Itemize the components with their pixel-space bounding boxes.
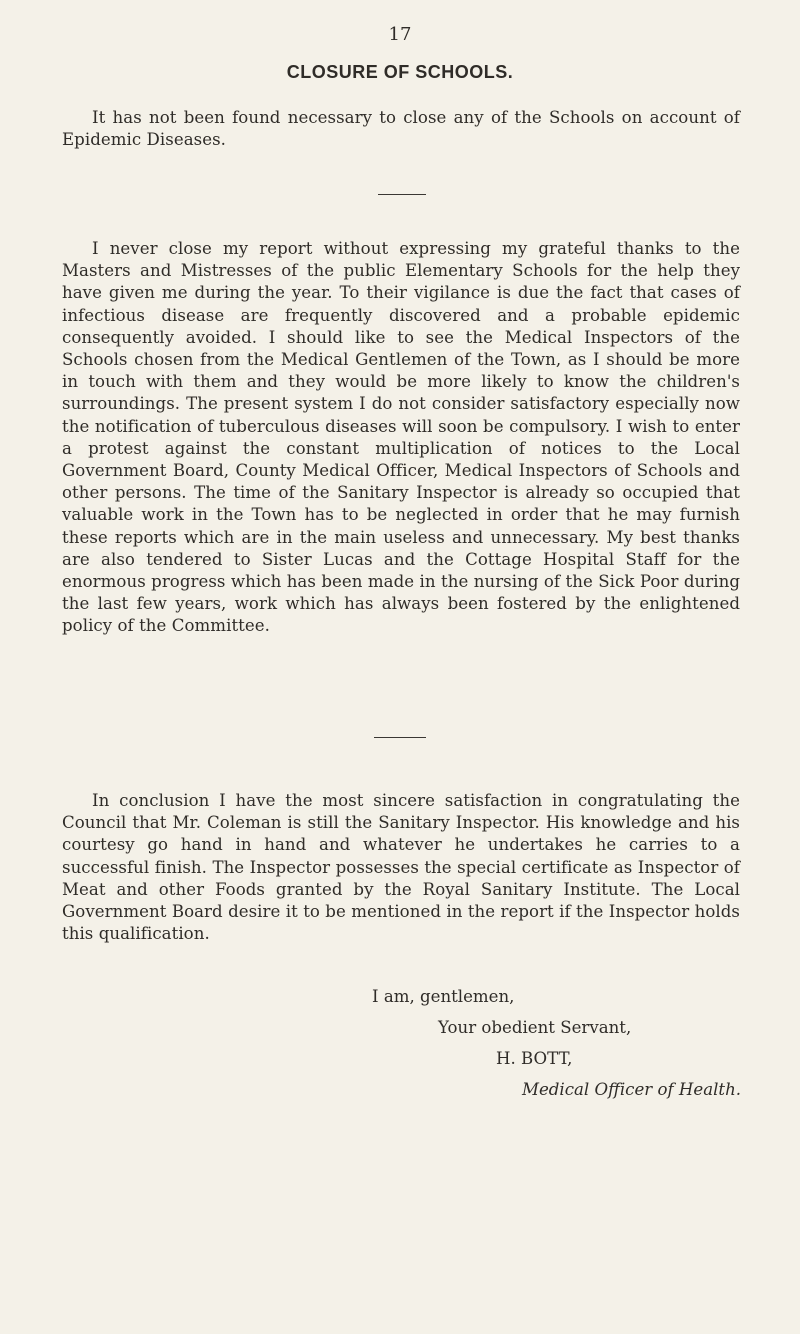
signatory-name: H. BOTT,	[496, 1049, 573, 1068]
closing-salutation: I am, gentlemen,	[372, 987, 515, 1006]
section-divider	[378, 194, 426, 195]
signatory-title: Medical Officer of Health.	[522, 1080, 742, 1099]
closing-valediction: Your obedient Servant,	[438, 1018, 632, 1037]
page-number: 17	[388, 24, 412, 45]
paragraph-schools-closure: It has not been found necessary to close any of the Schools on account of Epidemic Diseases.	[62, 108, 740, 150]
section-heading: CLOSURE OF SCHOOLS.	[286, 62, 514, 82]
paragraph-conclusion: In conclusion I have the most sincere satisfaction in congratulating the Council that Mr. Coleman is still the Sanitary Inspector. His knowledge and his courtesy go hand in hand and whatever he undertakes he carries to a successful finish. The Inspector possesses the special certificate as Inspector of Meat and other Foods granted by the Royal Sanitary Institute. The Local Government Board desire it to be mentioned in the report if the Inspector holds this qualification.	[62, 791, 740, 944]
section-divider	[374, 737, 426, 738]
paragraph-thanks: I never close my report without expressing my grateful thanks to the Masters and Mistresses of the public Elementary Schools for the help they have given me during the year. To their vigilance is due the fact that cases of infectious disease are frequently discovered and a probable epidemic consequently avoided. I should like to see the Medical Inspectors of the Schools chosen from the Medical Gentlemen of the Town, as I should be more in touch with them and they would be more likely to know the children's surroundings. The present system I do not consider satisfactory especially now the notification of tuberculous diseases will soon be compulsory. I wish to enter a protest against the constant multiplication of notices to the Local Government Board, County Medical Officer, Medical Inspectors of Schools and other persons. The time of the Sanitary Inspector is already so occupied that valuable work in the Town has to be neglected in order that he may furnish these reports which are in the main useless and unnecessary. My best thanks are also tendered to Sister Lucas and the Cottage Hospital Staff for the enormous progress which has been made in the nursing of the Sick Poor during the last few years, work which has always been fostered by the enlightened policy of the Committee.	[62, 239, 740, 636]
